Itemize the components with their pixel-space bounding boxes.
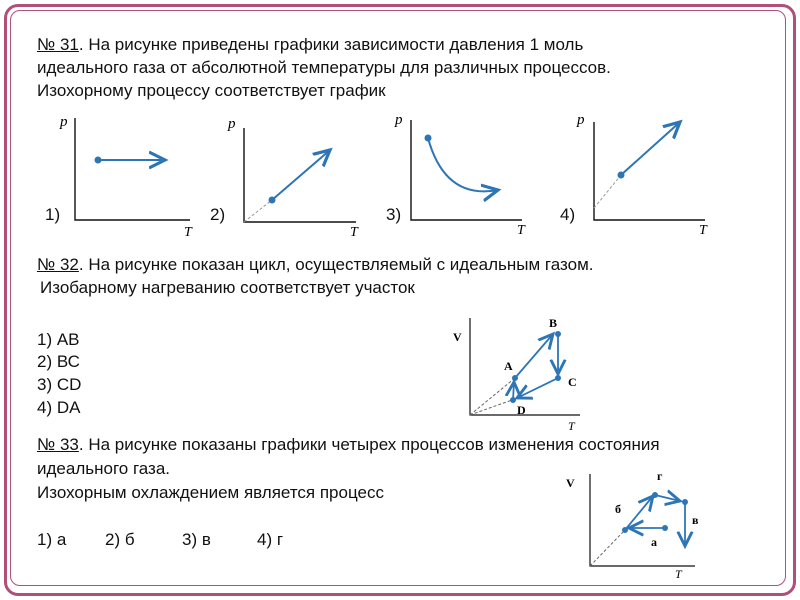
q33-label-a: а xyxy=(651,535,657,549)
graph3-x-label: T xyxy=(517,223,525,238)
q32-point-b xyxy=(555,331,561,337)
q32-option-4[interactable]: 4) DA xyxy=(37,398,81,417)
q32-label-b: B xyxy=(549,316,558,330)
q33-option-1[interactable]: 1) а xyxy=(37,530,67,549)
q33-point-b xyxy=(622,527,628,533)
q33-label-v: в xyxy=(692,513,699,527)
graph1-y-label: p xyxy=(60,114,68,130)
q32-number: № 32 xyxy=(37,255,79,274)
q32-cycle-diagram xyxy=(440,310,600,435)
q31-line1-text: . На рисунке приведены графики зависимости давления 1 моль xyxy=(78,35,584,54)
q31-graph3-label: 3) xyxy=(386,205,402,224)
q31-graphs xyxy=(0,0,800,260)
q33-point-v xyxy=(682,499,688,505)
q32-label-d: D xyxy=(517,403,526,417)
graph4-start-point xyxy=(618,172,625,179)
graph1-start-point xyxy=(95,157,102,164)
q31-graph3 xyxy=(394,112,526,238)
q32-option-1[interactable]: 1) АВ xyxy=(37,330,80,349)
graph2-isochore-line xyxy=(272,150,330,200)
q33-processes-diagram xyxy=(555,460,705,585)
q32-label-a: A xyxy=(504,359,513,373)
q33-option-4[interactable]: 4) г xyxy=(257,530,284,549)
graph4-axes xyxy=(594,122,705,220)
q33-guide xyxy=(590,530,625,566)
q32-guide-a xyxy=(470,378,515,415)
graph3-start-point xyxy=(425,135,432,142)
q32-label-c: C xyxy=(568,375,577,389)
q33-process-g xyxy=(655,495,680,501)
q32-line1 xyxy=(37,254,593,276)
q32-point-a xyxy=(512,375,518,381)
q31-line3: Изохорному процессу соответствует график xyxy=(37,81,386,100)
graph4-y-label: p xyxy=(577,112,585,128)
q32-segment-ab xyxy=(515,334,553,378)
q33-point-a xyxy=(662,525,668,531)
graph2-y-label: p xyxy=(228,116,236,132)
q32-option-3[interactable]: 3) CD xyxy=(37,375,82,394)
q33-line2: идеального газа. xyxy=(37,459,171,478)
graph4-extrapolation xyxy=(594,175,621,208)
q33-label-b: б xyxy=(615,502,621,516)
q32-point-d xyxy=(510,397,516,403)
q31-line2: идеального газа от абсолютной температуры для различных процессов. xyxy=(37,58,611,77)
q33-number: № 33 xyxy=(37,435,79,454)
graph4-line xyxy=(621,122,680,175)
q33-x-label: T xyxy=(675,567,682,581)
q31-graph2-label: 2) xyxy=(210,205,226,224)
graph3-isotherm-curve xyxy=(428,138,498,191)
q33-process-b xyxy=(625,496,653,530)
graph1-x-label: T xyxy=(184,225,192,240)
q32-guide-d xyxy=(470,400,512,415)
graph3-y-label: p xyxy=(395,112,403,128)
q31-graph4-label: 4) xyxy=(560,205,576,224)
q32-line2: Изобарному нагреванию соответствует участок xyxy=(40,278,415,297)
graph1-axes xyxy=(75,118,190,220)
graph2-start-point xyxy=(269,197,276,204)
graph2-x-label: T xyxy=(350,225,358,240)
q31-number: № 31 xyxy=(37,35,79,54)
graph2-extrapolation xyxy=(244,200,272,222)
q32-line1-text: . На рисунке показан цикл, осуществляемый с идеальным газом. xyxy=(78,255,594,274)
q31-graph1-label: 1) xyxy=(45,205,61,224)
q33-line1 xyxy=(37,434,660,456)
q31-graph4 xyxy=(576,112,708,238)
graph4-x-label: T xyxy=(699,223,707,238)
q33-y-label: V xyxy=(566,476,575,490)
q33-line3: Изохорным охлаждением является процесс xyxy=(37,483,384,502)
q33-option-2[interactable]: 2) б xyxy=(105,530,135,549)
q32-option-2[interactable]: 2) ВС xyxy=(37,352,80,371)
q33-option-3[interactable]: 3) в xyxy=(182,530,211,549)
q32-point-c xyxy=(555,375,561,381)
q33-axes xyxy=(590,474,695,566)
q31-graph2 xyxy=(227,116,359,240)
q32-y-label: V xyxy=(453,330,462,344)
q32-x-label: T xyxy=(568,419,575,433)
q32-segment-cd xyxy=(517,378,558,398)
q33-label-g: г xyxy=(657,469,663,483)
q31-graph1 xyxy=(59,114,193,240)
q33-line1-text: . На рисунке показаны графики четырех процессов изменения состояния xyxy=(78,435,660,454)
